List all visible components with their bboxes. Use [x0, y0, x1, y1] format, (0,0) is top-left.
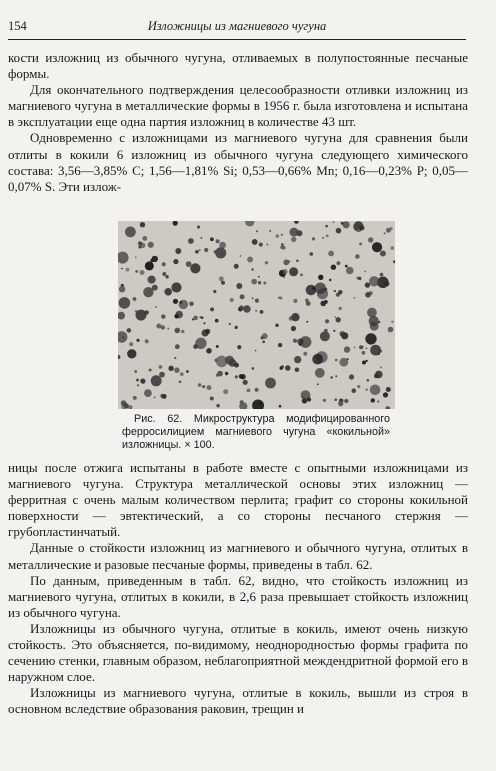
- graphite-nodule: [372, 242, 382, 252]
- graphite-nodule: [167, 328, 169, 330]
- graphite-nodule: [265, 378, 276, 389]
- graphite-nodule: [180, 372, 184, 376]
- graphite-nodule: [219, 276, 224, 281]
- graphite-nodule: [135, 257, 137, 259]
- paragraph: ницы после отжига испытаны в работе вместе с опытными изложницами из магниевого чугуна. Структура металлической основы этих изложниц — ферритная с очень малым количеством перлита; графит со стороны кокильной поверхности — эвтектический, а со стороны песчаного стержня — грубопластинчатый.: [8, 460, 468, 540]
- graphite-nodule: [236, 283, 242, 289]
- graphite-nodule: [229, 323, 231, 325]
- graphite-nodule: [371, 398, 375, 402]
- graphite-nodule: [237, 345, 241, 349]
- graphite-nodule: [235, 326, 238, 329]
- graphite-nodule: [252, 297, 254, 299]
- graphite-nodule: [320, 331, 330, 341]
- graphite-nodule: [265, 261, 268, 264]
- graphite-nodule: [346, 267, 354, 275]
- graphite-nodule: [367, 308, 377, 318]
- graphite-nodule: [247, 257, 253, 263]
- graphite-nodule: [280, 246, 283, 249]
- graphite-nodule: [333, 330, 335, 332]
- graphite-nodule: [154, 397, 156, 399]
- graphite-nodule: [119, 286, 125, 292]
- graphite-nodule: [133, 351, 135, 353]
- graphite-nodule: [135, 270, 138, 273]
- graphite-nodule: [164, 288, 172, 296]
- graphite-nodule: [323, 399, 326, 402]
- graphite-nodule: [375, 371, 383, 379]
- graphite-nodule: [259, 243, 263, 247]
- graphite-nodule: [315, 368, 325, 378]
- graphite-nodule: [335, 359, 338, 362]
- graphite-nodule: [159, 365, 163, 369]
- graphite-nodule: [343, 221, 350, 228]
- graphite-nodule: [140, 270, 145, 275]
- graphite-nodule: [366, 348, 368, 350]
- graphite-nodule: [325, 225, 328, 228]
- graphite-nodule: [312, 354, 323, 365]
- graphite-nodule: [384, 232, 386, 234]
- graphite-nodule: [240, 255, 242, 257]
- graphite-nodule: [354, 297, 356, 299]
- graphite-nodule: [322, 237, 324, 239]
- graphite-nodule: [230, 298, 234, 302]
- graphite-nodule: [281, 243, 284, 246]
- graphite-nodule: [148, 276, 156, 284]
- graphite-nodule: [365, 282, 370, 287]
- graphite-nodule: [344, 346, 350, 352]
- graphite-nodule: [291, 326, 296, 331]
- graphite-nodule: [386, 387, 391, 392]
- body-text-top: [8, 50, 468, 195]
- graphite-nodule: [328, 251, 334, 257]
- graphite-nodule: [330, 376, 333, 379]
- graphite-nodule: [391, 321, 393, 323]
- graphite-nodule: [162, 262, 166, 266]
- graphite-nodule: [243, 380, 248, 385]
- graphite-nodule: [216, 404, 219, 407]
- graphite-nodule: [306, 321, 308, 323]
- graphite-nodule: [307, 397, 311, 401]
- graphite-nodule: [295, 368, 300, 373]
- graphite-nodule: [331, 265, 336, 270]
- graphite-nodule: [195, 250, 199, 254]
- graphite-nodule: [126, 268, 130, 272]
- graphite-nodule: [155, 306, 157, 308]
- graphite-nodule: [305, 299, 309, 303]
- graphite-nodule: [165, 275, 168, 278]
- graphite-nodule: [258, 276, 260, 278]
- graphite-nodule: [201, 316, 204, 319]
- graphite-nodule: [335, 398, 338, 401]
- running-header: [8, 17, 466, 40]
- paragraph: По данным, приведенным в табл. 62, видно, что стойкость изложниц из магниевого чугуна, отлитых в кокили, в 2,6 раза превышает стойкость изложниц из обычного чугуна.: [8, 572, 468, 620]
- graphite-nodule: [269, 230, 271, 232]
- graphite-nodule: [189, 302, 194, 307]
- graphite-nodule: [312, 237, 315, 240]
- graphite-nodule: [283, 259, 289, 265]
- graphite-nodule: [149, 369, 152, 372]
- graphite-nodule: [133, 396, 137, 400]
- graphite-nodule: [263, 282, 266, 285]
- graphite-nodule: [200, 237, 202, 239]
- paragraph: Данные о стойкости изложниц из магниевого и обычного чугуна, отлитых в металлические и разовые песчаные формы, приведены в табл. 62.: [8, 540, 468, 572]
- graphite-nodule: [318, 275, 323, 280]
- graphite-nodule: [260, 310, 264, 314]
- graphite-nodule: [195, 338, 206, 349]
- graphite-nodule: [362, 361, 366, 365]
- graphite-nodule: [174, 357, 176, 359]
- graphite-nodule: [125, 227, 136, 238]
- graphite-nodule: [285, 365, 291, 371]
- graphite-nodule: [144, 389, 152, 397]
- graphite-nodule: [148, 242, 154, 248]
- graphite-nodule: [262, 341, 265, 344]
- graphite-nodule: [223, 389, 228, 394]
- graphite-nodule: [388, 327, 394, 333]
- graphite-nodule: [175, 311, 183, 319]
- graphite-nodule: [310, 252, 314, 256]
- graphite-nodule: [281, 234, 283, 236]
- graphite-nodule: [255, 310, 257, 312]
- micrograph-image: [118, 221, 395, 409]
- graphite-nodule: [359, 243, 362, 246]
- graphite-nodule: [283, 269, 288, 274]
- graphite-nodule: [317, 383, 319, 385]
- graphite-nodule: [324, 329, 328, 333]
- graphite-nodule: [175, 248, 181, 254]
- graphite-nodule: [225, 356, 234, 365]
- graphite-nodule: [252, 239, 258, 245]
- graphite-nodule: [289, 267, 298, 276]
- graphite-nodule: [156, 324, 161, 329]
- graphite-nodule: [281, 365, 284, 368]
- graphite-nodule: [121, 268, 123, 270]
- graphite-nodule: [136, 379, 139, 382]
- graphite-nodule: [221, 281, 225, 285]
- graphite-nodule: [380, 251, 386, 257]
- graphite-nodule: [262, 333, 268, 339]
- graphite-nodule: [210, 397, 214, 401]
- graphite-nodule: [234, 363, 239, 368]
- graphite-nodule: [181, 330, 184, 333]
- graphite-nodule: [283, 276, 285, 278]
- graphite-nodule: [341, 332, 348, 339]
- graphite-nodule: [203, 322, 205, 324]
- graphite-nodule: [291, 237, 296, 242]
- graphite-nodule: [168, 366, 173, 371]
- graphite-nodule: [259, 402, 263, 406]
- graphite-nodule: [140, 379, 145, 384]
- paragraph: Для окончательного подтверждения целесообразности отливки изложниц из магниевого чугуна в металлические формы в 1956 г. была изготовлена и испытана в эксплуатации еще одна партия изложниц в количестве 43 шт.: [8, 82, 468, 130]
- graphite-nodule: [303, 352, 307, 356]
- graphite-nodule: [243, 305, 250, 312]
- graphite-nodule: [336, 228, 342, 234]
- graphite-nodule: [339, 358, 348, 367]
- graphite-nodule: [127, 349, 136, 358]
- graphite-nodule: [193, 316, 198, 321]
- graphite-nodule: [136, 310, 147, 321]
- graphite-nodule: [247, 389, 251, 393]
- graphite-nodule: [173, 259, 178, 264]
- graphite-nodule: [186, 261, 192, 267]
- graphite-nodule: [255, 350, 257, 352]
- graphite-nodule: [239, 305, 244, 310]
- graphite-nodule: [152, 285, 158, 291]
- graphite-nodule: [215, 319, 219, 323]
- graphite-nodule: [152, 256, 158, 262]
- graphite-nodule: [344, 399, 348, 403]
- graphite-nodule: [291, 313, 299, 321]
- graphite-nodule: [213, 290, 216, 293]
- paragraph: Изложницы из магниевого чугуна, отлитые в кокиль, вышли из строя в основном вследствие образования раковин, трещин и: [8, 685, 468, 717]
- graphite-nodule: [138, 241, 142, 245]
- graphite-nodule: [294, 356, 301, 363]
- graphite-nodule: [368, 237, 373, 242]
- graphite-nodule: [186, 370, 189, 373]
- graphite-nodule: [235, 375, 238, 378]
- graphite-nodule: [367, 379, 370, 382]
- graphite-nodule: [341, 222, 344, 225]
- graphite-nodule: [179, 381, 182, 384]
- graphite-nodule: [198, 383, 201, 386]
- graphite-nodule: [278, 297, 280, 299]
- graphite-nodule: [329, 279, 332, 282]
- graphite-nodule: [174, 367, 180, 373]
- graphite-nodule: [352, 388, 357, 393]
- graphite-nodule: [225, 372, 228, 375]
- graphite-nodule: [369, 291, 373, 295]
- graphite-nodule: [255, 299, 259, 303]
- graphite-nodule: [279, 405, 282, 408]
- graphite-nodule: [377, 401, 379, 403]
- caption-text: Рис. 62. Микроструктура модифицированного ферросилицием магниевого чугуна «кокильной» изложницы. × 100.: [122, 413, 390, 451]
- figure-caption: [122, 413, 390, 452]
- graphite-nodule: [214, 359, 218, 363]
- graphite-nodule: [380, 273, 384, 277]
- graphite-nodule: [214, 250, 217, 253]
- graphite-nodule: [332, 221, 334, 223]
- running-title: Изложницы из магниевого чугуна: [147, 19, 327, 33]
- graphite-nodule: [206, 348, 212, 354]
- graphite-nodule: [173, 299, 178, 304]
- micrograph-graphic: [118, 221, 395, 409]
- graphite-nodule: [336, 293, 340, 297]
- graphite-nodule: [315, 283, 326, 294]
- graphite-nodule: [216, 239, 220, 243]
- graphite-nodule: [197, 225, 200, 228]
- graphite-nodule: [171, 282, 181, 292]
- graphite-nodule: [324, 300, 328, 304]
- paragraph: кости изложниц из обычного чугуна, отливаемых в полупостоянные песчаные формы.: [8, 50, 468, 82]
- graphite-nodule: [134, 370, 137, 373]
- graphite-nodule: [325, 319, 329, 323]
- paragraph: Изложницы из обычного чугуна, отлитые в кокиль, имеют очень низкую стойкость. Это объясняется, по-видимому, неоднородностью формы графита по сечению стенки, главным образом, неблагоприятной междендритной формой его в наружном слое.: [8, 620, 468, 685]
- graphite-nodule: [362, 346, 364, 348]
- graphite-nodule: [217, 371, 223, 377]
- graphite-nodule: [205, 329, 210, 334]
- graphite-nodule: [336, 317, 341, 322]
- graphite-nodule: [275, 324, 278, 327]
- graphite-nodule: [306, 285, 317, 296]
- graphite-nodule: [251, 279, 257, 285]
- graphite-nodule: [199, 249, 201, 251]
- graphite-nodule: [202, 385, 205, 388]
- graphite-nodule: [160, 394, 164, 398]
- graphite-nodule: [266, 244, 268, 246]
- graphite-nodule: [349, 374, 354, 379]
- graphite-nodule: [355, 254, 360, 259]
- graphite-nodule: [140, 222, 145, 227]
- graphite-nodule: [290, 228, 299, 237]
- graphite-nodule: [256, 230, 258, 232]
- graphite-nodule: [179, 300, 188, 309]
- graphite-nodule: [293, 339, 297, 343]
- graphite-nodule: [175, 328, 181, 334]
- graphite-nodule: [142, 236, 147, 241]
- graphite-nodule: [300, 274, 303, 277]
- graphite-nodule: [145, 261, 154, 270]
- graphite-nodule: [145, 339, 149, 343]
- graphite-nodule: [210, 307, 214, 311]
- graphite-nodule: [278, 343, 282, 347]
- graphite-nodule: [121, 400, 127, 406]
- body-text-bottom: [8, 460, 468, 718]
- graphite-nodule: [326, 234, 329, 237]
- graphite-nodule: [216, 345, 219, 348]
- graphite-nodule: [377, 352, 380, 355]
- graphite-nodule: [180, 301, 183, 304]
- paragraph: Одновременно с изложницами из магниевого чугуна для сравнения были отлиты в кокили 6 изложниц из обычного чугуна следующего химического состава: 3,56—3,85% C; 1,56—1,81% Si; 0,53—0,66% Mn; 0,16—0,23% P; 0,05—0,07% S. Эти излож-: [8, 130, 468, 194]
- graphite-nodule: [357, 385, 360, 388]
- graphite-nodule: [338, 307, 342, 311]
- graphite-nodule: [365, 333, 376, 344]
- graphite-nodule: [240, 294, 245, 299]
- page-number: 154: [8, 19, 27, 33]
- graphite-nodule: [366, 360, 368, 362]
- graphite-nodule: [366, 389, 368, 391]
- graphite-nodule: [380, 366, 382, 368]
- graphite-nodule: [335, 375, 337, 377]
- graphite-nodule: [364, 271, 366, 273]
- graphite-nodule: [255, 388, 259, 392]
- graphite-nodule: [119, 297, 131, 309]
- graphite-nodule: [200, 316, 202, 318]
- graphite-nodule: [390, 227, 393, 230]
- graphite-nodule: [188, 238, 194, 244]
- graphite-nodule: [133, 297, 137, 301]
- graphite-nodule: [345, 265, 348, 268]
- graphite-nodule: [356, 277, 359, 280]
- graphite-nodule: [127, 328, 132, 333]
- graphite-nodule: [159, 372, 165, 378]
- graphite-nodule: [369, 276, 379, 286]
- graphite-nodule: [215, 247, 226, 258]
- graphite-nodule: [129, 342, 133, 346]
- graphite-nodule: [190, 263, 200, 273]
- graphite-nodule: [210, 237, 214, 241]
- graphite-nodule: [362, 351, 366, 355]
- graphite-nodule: [151, 375, 162, 386]
- graphite-nodule: [293, 299, 297, 303]
- graphite-nodule: [338, 401, 343, 406]
- graphite-nodule: [370, 385, 381, 396]
- graphite-nodule: [296, 260, 299, 263]
- graphite-nodule: [137, 384, 139, 386]
- graphite-nodule: [299, 344, 301, 346]
- graphite-nodule: [207, 385, 212, 390]
- graphite-nodule: [383, 392, 388, 397]
- graphite-nodule: [369, 316, 379, 326]
- graphite-nodule: [334, 290, 336, 292]
- graphite-nodule: [258, 281, 261, 284]
- graphite-nodule: [335, 316, 337, 318]
- graphite-nodule: [239, 374, 244, 379]
- graphite-nodule: [136, 339, 139, 342]
- graphite-nodule: [175, 344, 180, 349]
- graphite-nodule: [234, 264, 239, 269]
- graphite-nodule: [354, 347, 356, 349]
- graphite-nodule: [337, 261, 341, 265]
- graphite-nodule: [161, 314, 165, 318]
- graphite-nodule: [357, 229, 360, 232]
- graphite-nodule: [252, 367, 255, 370]
- graphite-nodule: [391, 246, 395, 250]
- graphite-nodule: [276, 234, 279, 237]
- graphite-nodule: [162, 272, 166, 276]
- graphite-nodule: [300, 336, 312, 348]
- graphite-nodule: [204, 248, 208, 252]
- graphite-nodule: [251, 268, 253, 270]
